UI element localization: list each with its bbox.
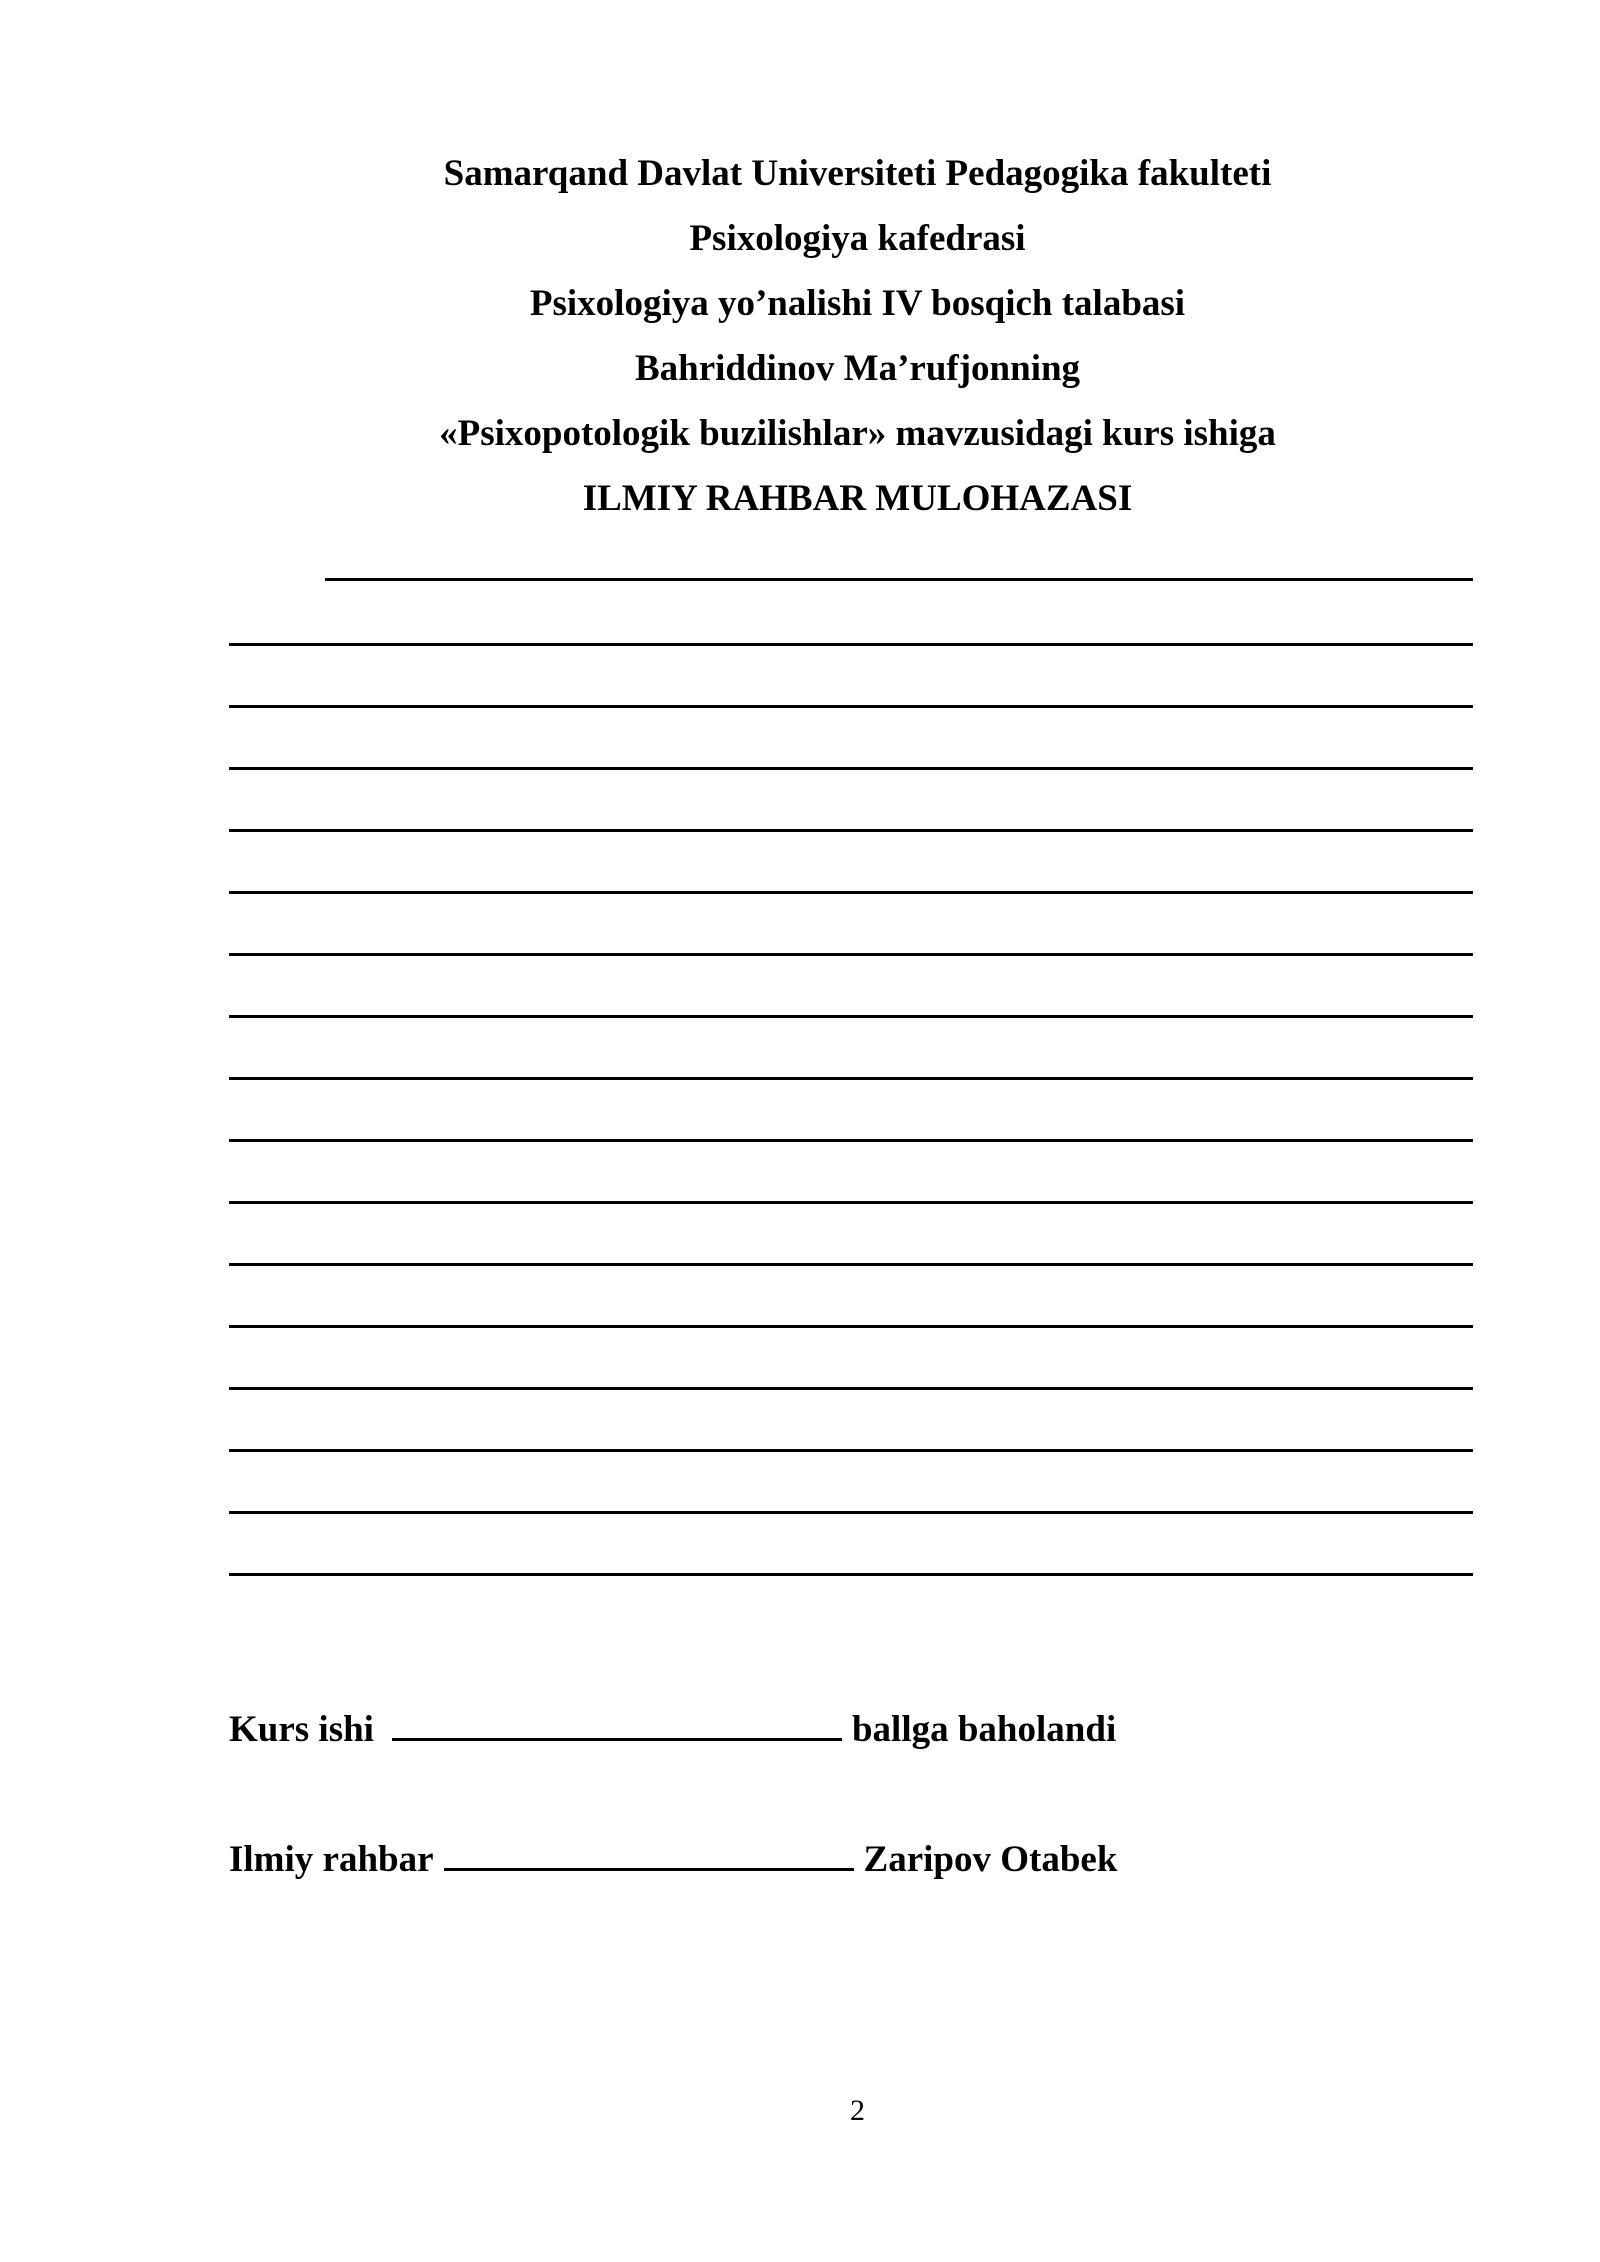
grade-blank[interactable] xyxy=(392,1708,842,1741)
writing-line[interactable] xyxy=(229,643,1473,705)
writing-line[interactable] xyxy=(229,1387,1473,1449)
signature-blank[interactable] xyxy=(444,1838,854,1871)
writing-line[interactable] xyxy=(229,1139,1473,1201)
student-program-line: Psixologiya yo’nalishi IV bosqich talabasi xyxy=(529,283,1186,324)
writing-line[interactable] xyxy=(229,1015,1473,1077)
writing-line[interactable] xyxy=(229,1325,1473,1387)
document-title: ILMIY RAHBAR MULOHAZASI xyxy=(582,478,1133,519)
writing-line-first[interactable] xyxy=(325,578,1473,581)
writing-line[interactable] xyxy=(229,1511,1473,1573)
supervisor-row xyxy=(229,1838,1117,1881)
university-faculty-line: Samarqand Davlat Universiteti Pedagogika fakulteti xyxy=(443,153,1272,194)
writing-line[interactable] xyxy=(229,1077,1473,1139)
department-line: Psixologiya kafedrasi xyxy=(689,218,1026,259)
grade-label: Kurs ishi xyxy=(229,1709,374,1750)
page-number: 2 xyxy=(850,2094,865,2127)
review-writing-lines xyxy=(229,643,1473,1635)
course-work-topic-line: «Psixopotologik buzilishlar» mavzusidagi kurs ishiga xyxy=(439,413,1276,454)
student-name-line: Bahriddinov Ma’rufjonning xyxy=(634,348,1081,389)
supervisor-name: Zaripov Otabek xyxy=(863,1839,1118,1880)
grade-row xyxy=(229,1708,1116,1751)
document-header xyxy=(0,148,1600,538)
writing-line[interactable] xyxy=(229,1573,1473,1635)
writing-line[interactable] xyxy=(229,1263,1473,1325)
writing-line[interactable] xyxy=(229,953,1473,1015)
writing-line[interactable] xyxy=(229,891,1473,953)
writing-line[interactable] xyxy=(229,767,1473,829)
writing-line[interactable] xyxy=(229,705,1473,767)
writing-line[interactable] xyxy=(229,829,1473,891)
writing-line[interactable] xyxy=(229,1201,1473,1263)
supervisor-label: Ilmiy rahbar xyxy=(229,1839,434,1880)
writing-line[interactable] xyxy=(229,1449,1473,1511)
grade-suffix: ballga baholandi xyxy=(851,1709,1117,1750)
